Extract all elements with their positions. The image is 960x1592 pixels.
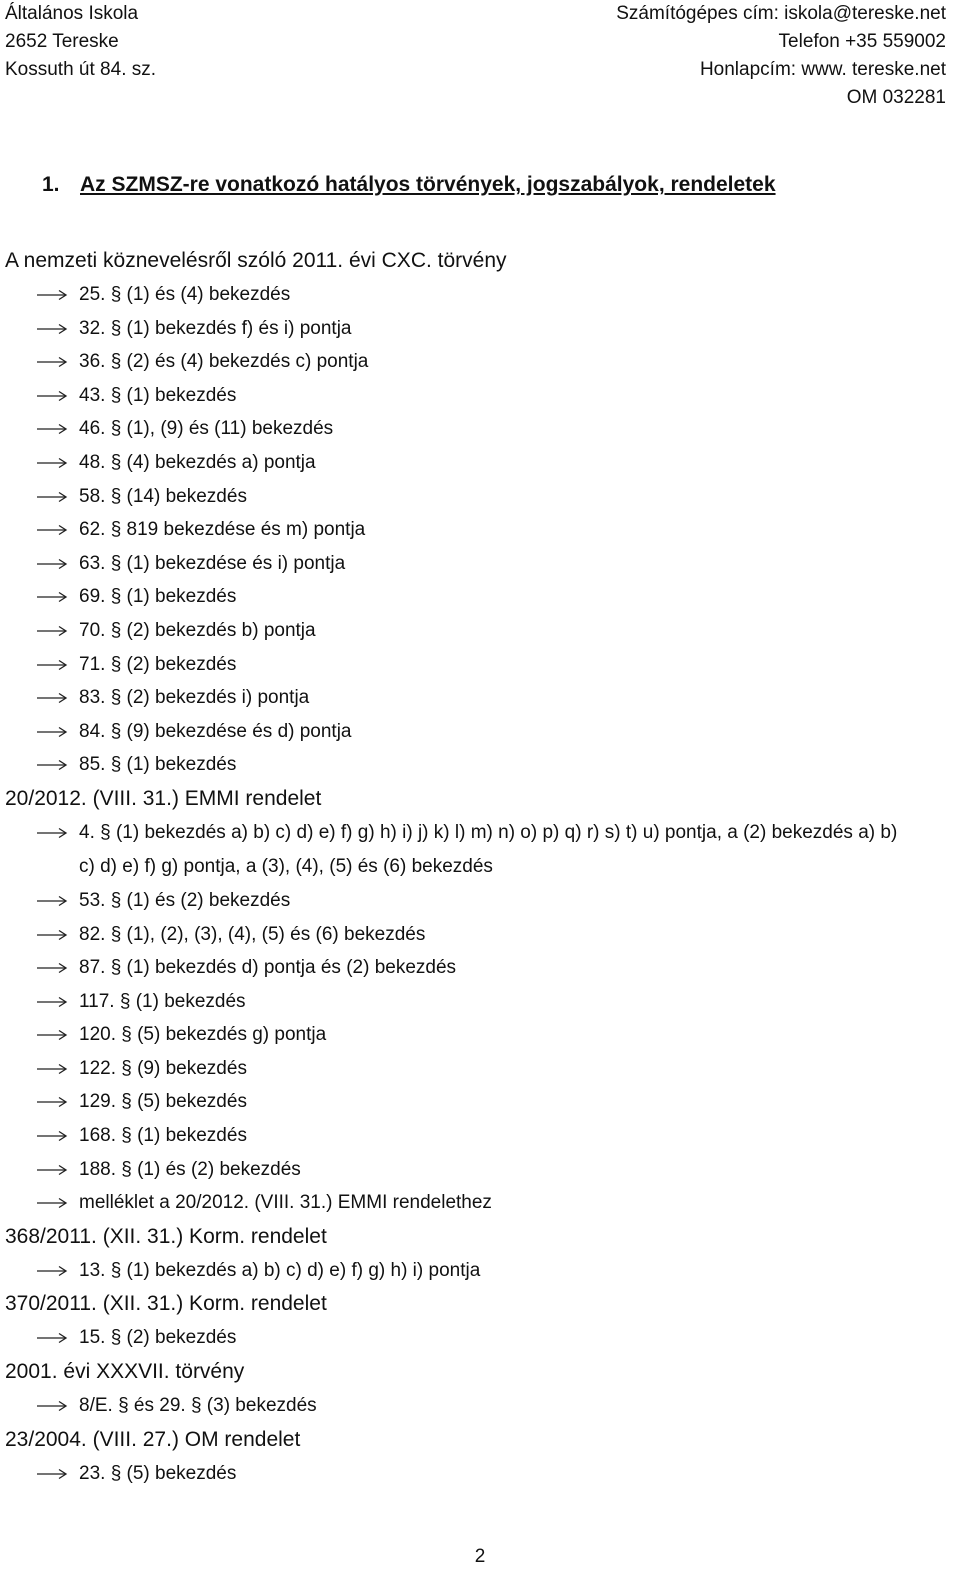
list-item-text: 43. § (1) bekezdés [79,384,237,406]
list-item-text: 46. § (1), (9) és (11) bekezdés [79,418,334,440]
list-item-text: 13. § (1) bekezdés a) b) c) d) e) f) g) h) i) pontja [79,1259,481,1281]
arrow-right-icon [35,614,71,648]
list-item [5,312,945,346]
list-item-text: 69. § (1) bekezdés [79,586,237,608]
list-item-text: 122. § (9) bekezdés [79,1057,247,1079]
school-email: Számítógépes cím: iskola@tereske.net [616,3,946,24]
list-item [5,1186,945,1220]
arrow-right-icon [35,715,71,749]
list-item [5,580,945,614]
arrow-right-icon [35,1153,71,1187]
arrow-right-icon [35,412,71,446]
law-section [5,1423,945,1491]
arrow-right-icon [35,1389,71,1423]
list-item-text: 188. § (1) és (2) bekezdés [79,1158,301,1180]
list-item [5,1153,945,1187]
list-item [5,985,945,1019]
header-left [5,0,156,84]
arrow-right-icon [35,816,71,850]
list-item [5,278,945,312]
list-item-text: 83. § (2) bekezdés i) pontja [79,687,310,709]
arrow-right-icon [35,1052,71,1086]
list-item [5,345,945,379]
arrow-right-icon [35,1018,71,1052]
list-item [5,547,945,581]
law-section [5,1355,945,1423]
law-title: A nemzeti köznevelésről szóló 2011. évi CXC. törvény [5,249,507,272]
list-item-text: 62. § 819 bekezdése és m) pontja [79,519,366,541]
list-item-text: melléklet a 20/2012. (VIII. 31.) EMMI rendelethez [79,1192,492,1214]
list-item-text: 70. § (2) bekezdés b) pontja [79,619,316,641]
list-item [5,614,945,648]
school-postal: 2652 Tereske [5,31,119,52]
section-heading-text: Az SZMSZ-re vonatkozó hatályos törvények, jogszabályok, rendeletek [80,173,776,196]
list-item [5,1119,945,1153]
arrow-right-icon [35,884,71,918]
arrow-right-icon [35,1085,71,1119]
school-phone: Telefon +35 559002 [778,31,946,52]
arrow-right-icon [35,1254,71,1288]
arrow-right-icon [35,1321,71,1355]
section-heading [42,173,776,197]
law-section [5,1287,945,1355]
list-item-text: 32. § (1) bekezdés f) és i) pontja [79,317,352,339]
arrow-right-icon [35,312,71,346]
list-item [5,816,899,884]
arrow-right-icon [35,580,71,614]
arrow-right-icon [35,681,71,715]
arrow-right-icon [35,1119,71,1153]
arrow-right-icon [35,345,71,379]
arrow-right-icon [35,648,71,682]
section-heading-number: 1. [42,173,60,196]
list-item-text: 120. § (5) bekezdés g) pontja [79,1024,327,1046]
list-item [5,446,945,480]
list-item [5,1321,945,1355]
law-title: 368/2011. (XII. 31.) Korm. rendelet [5,1224,327,1248]
list-item [5,513,945,547]
arrow-right-icon [35,951,71,985]
list-item-text: 129. § (5) bekezdés [79,1091,247,1113]
list-item-text: 117. § (1) bekezdés [79,990,246,1012]
list-item [5,1254,945,1288]
law-title: 20/2012. (VIII. 31.) EMMI rendelet [5,786,322,810]
school-address: Kossuth út 84. sz. [5,59,157,80]
list-item-text: 168. § (1) bekezdés [79,1125,247,1147]
school-name: Általános Iskola [5,3,139,24]
list-item [5,648,945,682]
list-item-text: 85. § (1) bekezdés [79,754,237,776]
arrow-right-icon [35,1186,71,1220]
list-item [5,884,945,918]
arrow-right-icon [35,278,71,312]
law-title: 23/2004. (VIII. 27.) OM rendelet [5,1427,301,1451]
list-item-text: 23. § (5) bekezdés [79,1462,237,1484]
arrow-right-icon [35,446,71,480]
law-list [5,244,945,1490]
list-item [5,951,945,985]
arrow-right-icon [35,480,71,514]
list-item [5,412,945,446]
list-item [5,1457,945,1491]
list-item [5,748,945,782]
list-item [5,379,945,413]
list-item [5,1389,945,1423]
list-item-text: 15. § (2) bekezdés [79,1327,237,1349]
law-section [5,1220,945,1288]
list-item-text: 63. § (1) bekezdése és i) pontja [79,552,346,574]
arrow-right-icon [35,985,71,1019]
arrow-right-icon [35,547,71,581]
list-item-text: 48. § (4) bekezdés a) pontja [79,451,316,473]
list-item-text: 25. § (1) és (4) bekezdés [79,284,291,305]
school-website: Honlapcím: www. tereske.net [699,59,946,80]
law-section [5,782,945,1220]
arrow-right-icon [35,748,71,782]
law-title: 2001. évi XXXVII. törvény [5,1360,245,1384]
arrow-right-icon [35,918,71,952]
list-item [5,480,945,514]
page-number: 2 [474,1546,486,1567]
school-om-id: OM 032281 [846,87,946,108]
arrow-right-icon [35,1457,71,1491]
list-item-text: 84. § (9) bekezdése és d) pontja [79,720,352,742]
list-item [5,681,945,715]
list-item-text: 8/E. § és 29. § (3) bekezdés [79,1395,317,1417]
arrow-right-icon [35,513,71,547]
list-item-text: 53. § (1) és (2) bekezdés [79,889,291,911]
list-item [5,1018,945,1052]
list-item-text: 82. § (1), (2), (3), (4), (5) és (6) bekezdés [79,923,426,945]
law-title: 370/2011. (XII. 31.) Korm. rendelet [5,1292,327,1316]
list-item [5,918,945,952]
arrow-right-icon [35,379,71,413]
list-item [5,1085,945,1119]
law-section [5,244,945,782]
list-item-text: 71. § (2) bekezdés [79,653,237,675]
list-item-text: 36. § (2) és (4) bekezdés c) pontja [79,351,369,373]
list-item-text: 87. § (1) bekezdés d) pontja és (2) bekezdés [79,957,457,979]
list-item [5,1052,945,1086]
header-right [616,0,946,112]
list-item-text: 58. § (14) bekezdés [79,485,247,507]
list-item-text: 4. § (1) bekezdés a) b) c) d) e) f) g) h) i) j) k) l) m) n) o) p) q) r) s) t) u) pontja, a (2) bekezdés a) b) c) d) e) f) g) pontja, a (3), (4), (5) és (6) bekezdés [79,821,898,877]
list-item [5,715,945,749]
